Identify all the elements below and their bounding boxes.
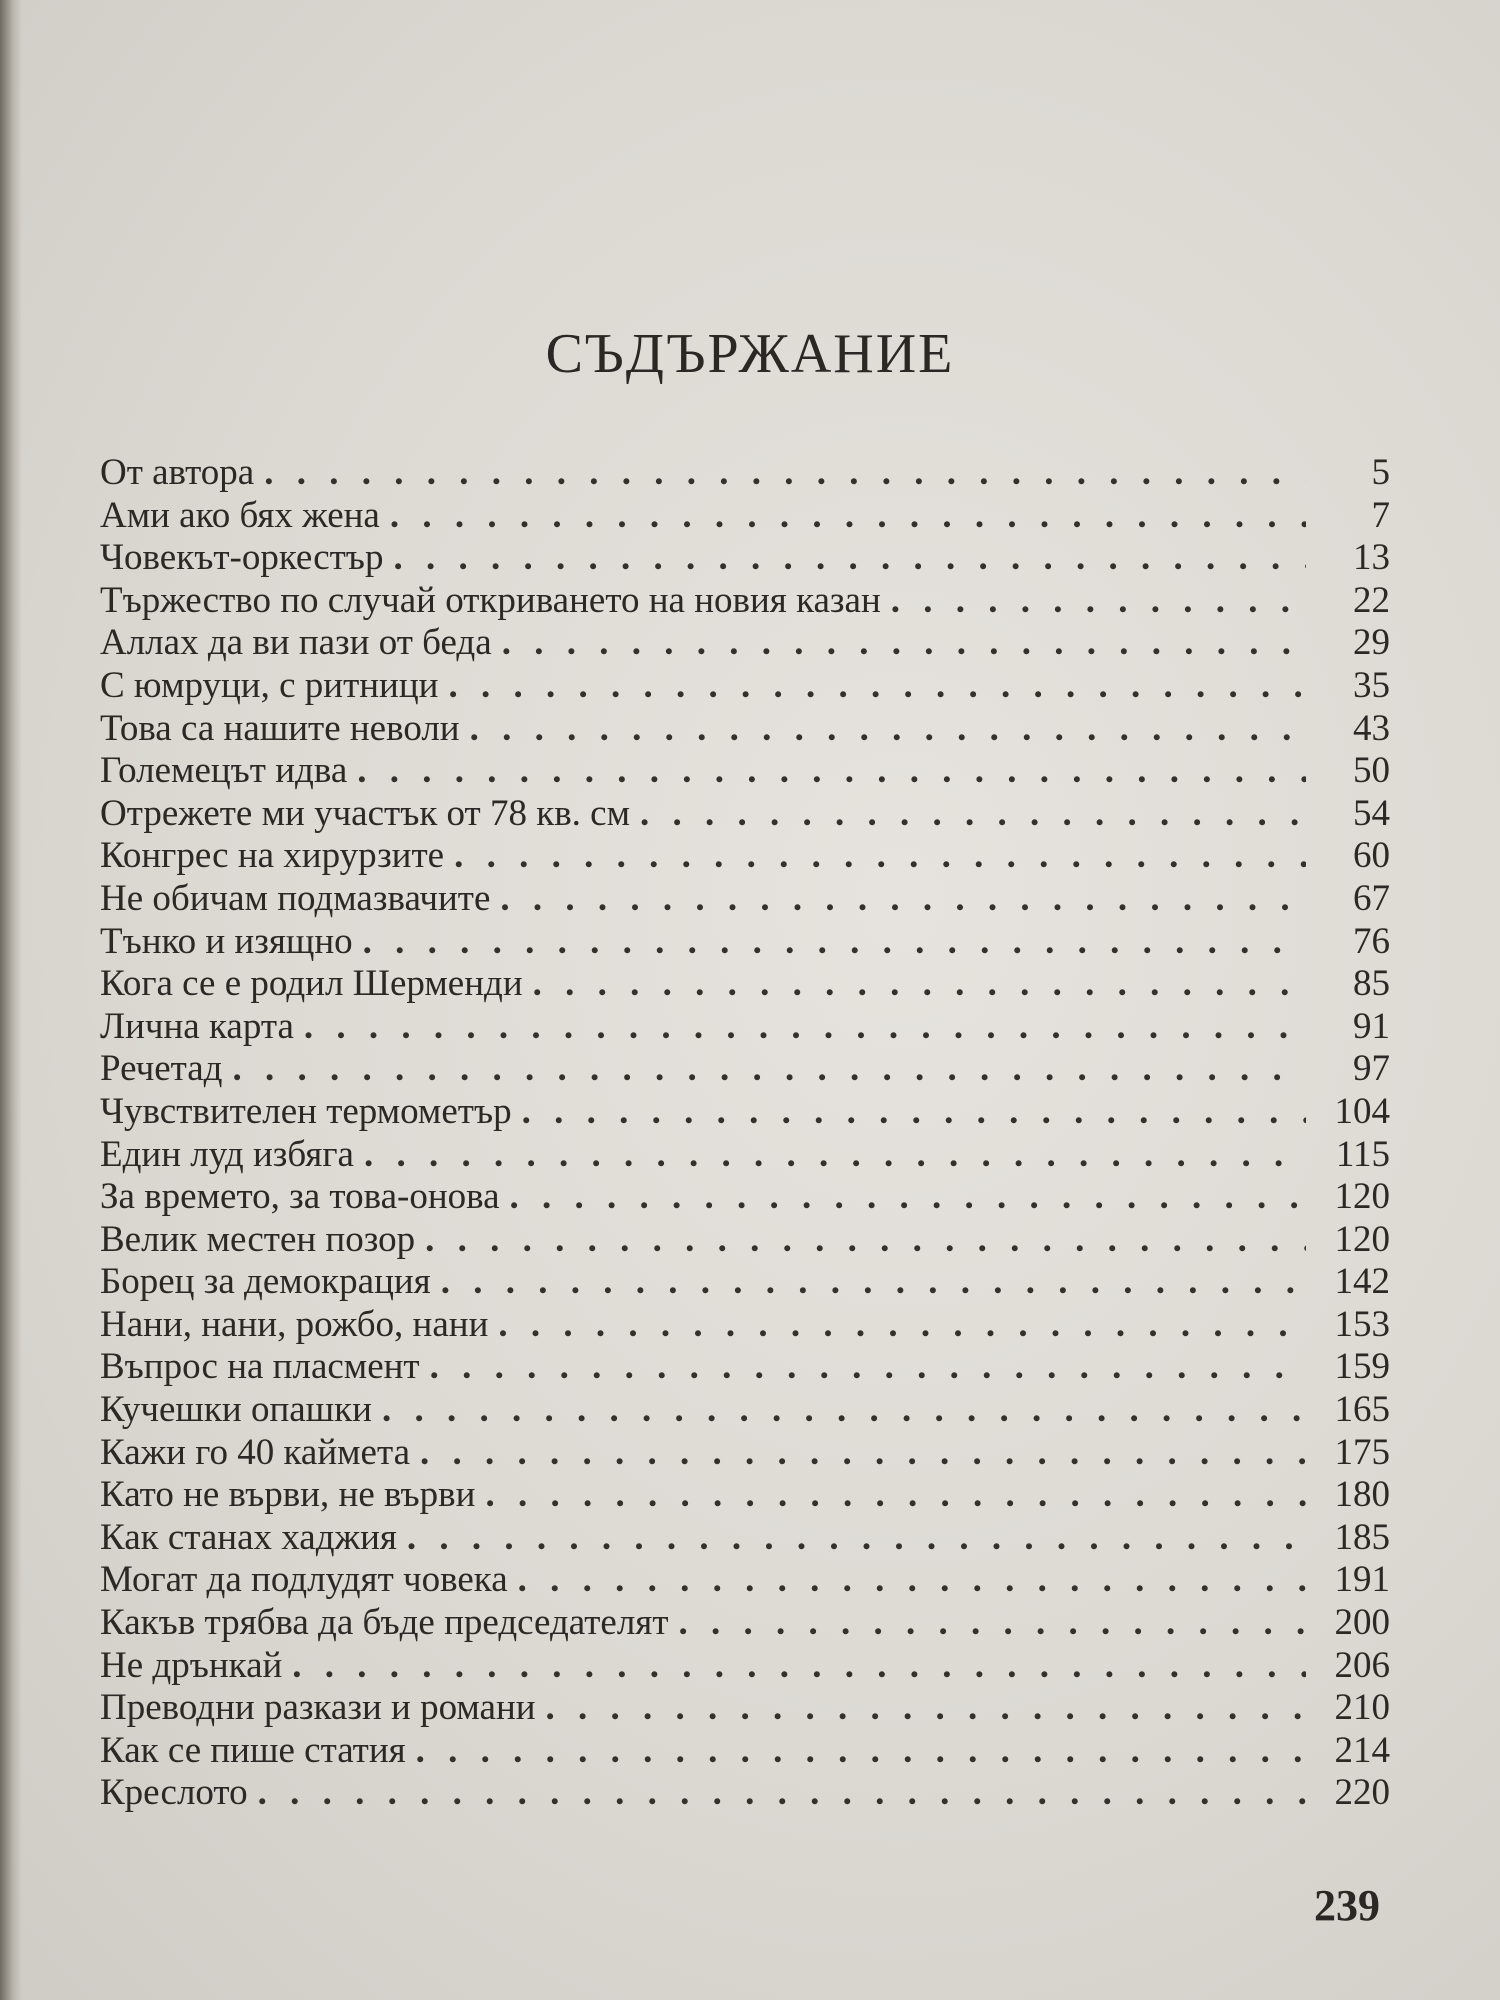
dot-leader bbox=[498, 1304, 1306, 1347]
dot-leader bbox=[363, 921, 1306, 964]
toc-entry-title: За времето, за това-онова bbox=[100, 1176, 500, 1218]
toc-entry-page: 60 bbox=[1353, 835, 1390, 877]
toc-entry-title: От автора bbox=[100, 452, 255, 493]
toc-entry bbox=[100, 1261, 1390, 1304]
dot-leader bbox=[470, 708, 1306, 751]
dot-leader bbox=[233, 1048, 1307, 1091]
toc-entry-page: 165 bbox=[1334, 1389, 1390, 1431]
toc-entry-title: Конгрес на хирурзите bbox=[100, 835, 445, 877]
toc-entry bbox=[100, 921, 1390, 964]
toc-entry-title: Това са нашите неволи bbox=[100, 707, 460, 749]
toc-entry-page: 43 bbox=[1353, 707, 1390, 749]
dot-leader bbox=[425, 1219, 1306, 1262]
toc-entry-page: 142 bbox=[1334, 1261, 1390, 1303]
toc-entry-page: 5 bbox=[1371, 452, 1390, 493]
dot-leader bbox=[420, 1432, 1306, 1475]
toc-entry-title: Като не върви, не върви bbox=[100, 1474, 476, 1516]
toc-entry bbox=[100, 537, 1390, 580]
toc-entry bbox=[100, 1346, 1390, 1389]
toc-entry-title: Ами ако бях жена bbox=[100, 494, 380, 536]
toc-entry-title: Как станах хаджия bbox=[100, 1516, 397, 1558]
toc-entry bbox=[100, 1687, 1390, 1730]
toc-entry bbox=[100, 495, 1390, 538]
toc-entry bbox=[100, 708, 1390, 751]
toc-entry-title: Как се пише статия bbox=[100, 1729, 406, 1771]
toc-entry bbox=[100, 622, 1390, 665]
toc-entry bbox=[100, 1048, 1390, 1091]
dot-leader bbox=[546, 1687, 1306, 1730]
toc-entry-page: 115 bbox=[1335, 1133, 1390, 1175]
toc-entry-title: Един луд избяга bbox=[100, 1133, 354, 1175]
toc-entry-page: 76 bbox=[1353, 920, 1390, 962]
toc-entry-title: Лична карта bbox=[100, 1005, 294, 1047]
dot-leader bbox=[364, 1134, 1306, 1177]
toc-entry-title: Преводни разкази и романи bbox=[100, 1687, 536, 1729]
toc-entry-page: 35 bbox=[1353, 664, 1390, 706]
toc-entry-page: 206 bbox=[1334, 1644, 1390, 1686]
dot-leader bbox=[430, 1346, 1306, 1389]
toc-entry-title: Кучешки опашки bbox=[100, 1389, 372, 1431]
toc-entry bbox=[100, 1645, 1390, 1688]
toc-entry-page: 104 bbox=[1334, 1090, 1390, 1132]
toc-entry-title: Какъв трябва да бъде председателят bbox=[100, 1602, 669, 1644]
dot-leader bbox=[518, 1559, 1306, 1602]
toc-entry bbox=[100, 793, 1390, 836]
dot-leader bbox=[640, 793, 1306, 836]
dot-leader bbox=[891, 580, 1306, 623]
toc-entry-page: 210 bbox=[1334, 1687, 1390, 1729]
dot-leader bbox=[522, 1091, 1306, 1134]
toc-entry-page: 97 bbox=[1353, 1048, 1390, 1090]
toc-entry-title: Не обичам подмазвачите bbox=[100, 877, 491, 919]
toc-entry bbox=[100, 1091, 1390, 1134]
dot-leader bbox=[448, 665, 1306, 708]
toc-entry-page: 180 bbox=[1334, 1474, 1390, 1516]
dot-leader bbox=[454, 835, 1306, 878]
binding-shadow bbox=[0, 0, 22, 2000]
dot-leader bbox=[441, 1261, 1306, 1304]
toc-entry-page: 120 bbox=[1334, 1218, 1390, 1260]
toc-entry-title: Аллах да ви пази от беда bbox=[100, 622, 492, 664]
dot-leader bbox=[500, 878, 1306, 921]
dot-leader bbox=[264, 452, 1306, 495]
toc-entry-page: 50 bbox=[1353, 750, 1390, 792]
toc-entry bbox=[100, 878, 1390, 921]
dot-leader bbox=[304, 1006, 1306, 1049]
dot-leader bbox=[679, 1602, 1307, 1645]
toc-entry bbox=[100, 1304, 1390, 1347]
toc-entry-title: Могат да подлудят човека bbox=[100, 1559, 508, 1601]
toc-entry-page: 175 bbox=[1334, 1431, 1390, 1473]
toc-entry bbox=[100, 1559, 1390, 1602]
toc-entry bbox=[100, 835, 1390, 878]
page-number: 239 bbox=[1314, 1881, 1380, 1930]
toc-entry-page: 191 bbox=[1334, 1559, 1390, 1601]
toc-entry-page: 54 bbox=[1353, 792, 1390, 834]
toc-entry-title: С юмруци, с ритници bbox=[100, 664, 439, 706]
dot-leader bbox=[390, 495, 1306, 538]
toc-entry bbox=[100, 665, 1390, 708]
toc-entry-page: 185 bbox=[1334, 1516, 1390, 1558]
toc-entry-title: Тънко и изящно bbox=[100, 920, 353, 962]
toc-entry bbox=[100, 580, 1390, 623]
toc-entry bbox=[100, 963, 1390, 1006]
toc-entry-page: 29 bbox=[1353, 622, 1390, 664]
toc-entry-page: 7 bbox=[1371, 494, 1390, 536]
toc-entry bbox=[100, 1134, 1390, 1177]
dot-leader bbox=[407, 1517, 1306, 1560]
toc-entry bbox=[100, 1219, 1390, 1262]
dot-leader bbox=[382, 1389, 1306, 1432]
toc-entry-page: 91 bbox=[1353, 1005, 1390, 1047]
dot-leader bbox=[533, 963, 1306, 1006]
dot-leader bbox=[357, 750, 1306, 793]
dot-leader bbox=[485, 1474, 1306, 1517]
toc-entry-title: Чувствителен термометър bbox=[100, 1090, 512, 1132]
dot-leader bbox=[510, 1176, 1306, 1219]
toc-entry bbox=[100, 1176, 1390, 1219]
page-title: СЪДЪРЖАНИЕ bbox=[545, 323, 955, 385]
toc-entry-page: 200 bbox=[1334, 1602, 1390, 1644]
toc-entry-title: Речетад bbox=[100, 1048, 223, 1090]
toc-entry-title: Кажи го 40 каймета bbox=[100, 1431, 411, 1473]
toc-entry-title: Кога се е родил Шерменди bbox=[100, 963, 523, 1005]
table-of-contents bbox=[100, 452, 1390, 1815]
toc-entry bbox=[100, 750, 1390, 793]
toc-entry-page: 85 bbox=[1353, 963, 1390, 1005]
toc-entry-page: 13 bbox=[1353, 537, 1390, 579]
toc-entry bbox=[100, 1602, 1390, 1645]
toc-entry-title: Велик местен позор bbox=[100, 1218, 416, 1260]
toc-entry-page: 220 bbox=[1334, 1772, 1390, 1814]
toc-entry-page: 214 bbox=[1334, 1729, 1390, 1771]
toc-entry-title: Не дрънкай bbox=[100, 1644, 283, 1686]
toc-entry bbox=[100, 452, 1390, 495]
toc-entry-page: 153 bbox=[1334, 1303, 1390, 1345]
toc-entry-title: Борец за демокрация bbox=[100, 1261, 431, 1303]
dot-leader bbox=[292, 1645, 1306, 1688]
toc-entry-title: Големецът идва bbox=[100, 750, 348, 792]
dot-leader bbox=[393, 537, 1306, 580]
dot-leader bbox=[258, 1772, 1306, 1815]
toc-entry-page: 159 bbox=[1334, 1346, 1390, 1388]
toc-entry bbox=[100, 1389, 1390, 1432]
dot-leader bbox=[502, 622, 1306, 665]
toc-entry bbox=[100, 1730, 1390, 1773]
dot-leader bbox=[416, 1730, 1306, 1773]
toc-entry bbox=[100, 1517, 1390, 1560]
toc-entry-title: Нани, нани, рожбо, нани bbox=[100, 1303, 489, 1345]
toc-entry-page: 22 bbox=[1353, 579, 1390, 621]
toc-entry bbox=[100, 1432, 1390, 1475]
toc-entry bbox=[100, 1006, 1390, 1049]
toc-entry-title: Тържество по случай откриването на новия казан bbox=[100, 579, 881, 621]
toc-entry-title: Човекът-оркестър bbox=[100, 537, 384, 579]
toc-entry bbox=[100, 1474, 1390, 1517]
toc-entry-page: 120 bbox=[1334, 1176, 1390, 1218]
toc-entry bbox=[100, 1772, 1390, 1815]
toc-entry-page: 67 bbox=[1353, 877, 1390, 919]
toc-entry-title: Отрежете ми участък от 78 кв. см bbox=[100, 792, 631, 834]
toc-entry-title: Креслото bbox=[100, 1772, 248, 1814]
toc-entry-title: Въпрос на пласмент bbox=[100, 1346, 420, 1388]
